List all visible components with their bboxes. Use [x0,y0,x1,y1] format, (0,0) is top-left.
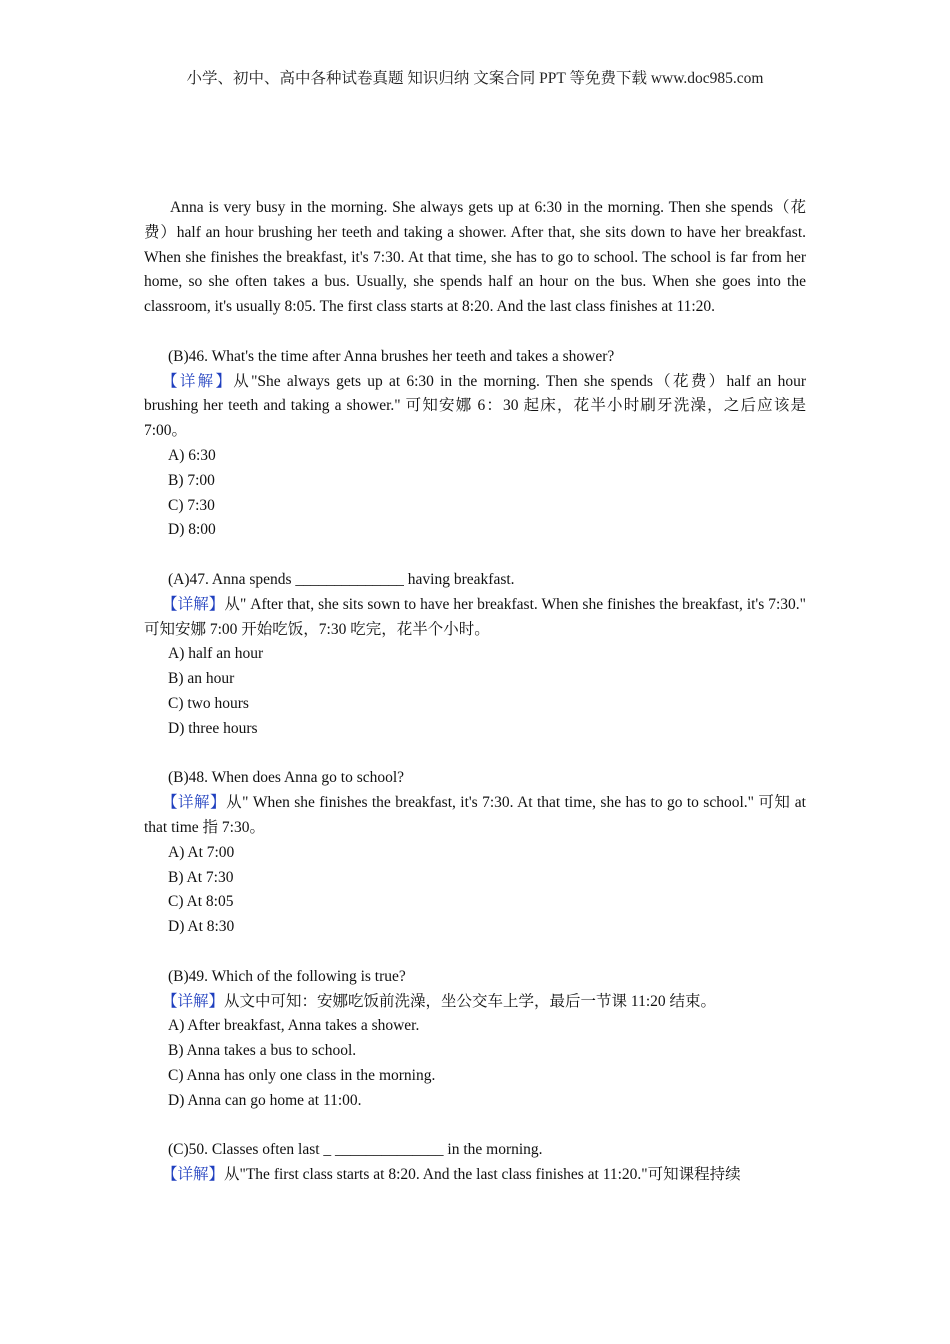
detail-tag: 【详解】 [162,1166,225,1184]
question-stem: (C)50. Classes often last _ ______________ in the morning. [168,1141,543,1159]
option: D) three hours [168,719,258,737]
question-detail [144,990,806,1015]
option: A) 6:30 [168,446,216,464]
option: B) 7:00 [168,471,215,489]
detail-tag: 【详解】 [162,794,227,812]
option: A) At 7:00 [168,843,235,861]
option: B) At 7:30 [168,868,234,886]
option: A) After breakfast, Anna takes a shower. [168,1017,420,1035]
option: C) two hours [168,694,249,712]
option: D) Anna can go home at 11:00. [168,1091,362,1109]
detail-text: 从" After that, she sits sown to have her breakfast. When she finishes the breakfast, it's 7:30." 可知安娜 7:00 开始吃饭，7:30 吃完，花半个小时。 [144,595,806,638]
detail-text: 从文中可知：安娜吃饭前洗澡，坐公交车上学，最后一节课 11:20 结束。 [224,992,716,1010]
option: B) Anna takes a bus to school. [168,1042,357,1060]
detail-text: 从"She always gets up at 6:30 in the morning. Then she spends（花费）half an hour brushing her teeth and taking a shower." 可知安娜 6：30 起床，花半小时刷牙洗澡，之后应该是 7:00。 [144,372,806,440]
question-detail [144,593,806,643]
question-stem: (B)46. What's the time after Anna brushes her teeth and takes a shower? [168,347,615,365]
detail-text: 从"The first class starts at 8:20. And the last class finishes at 11:20."可知课程持续 [224,1166,741,1184]
option: B) an hour [168,670,235,688]
option: C) Anna has only one class in the morning. [168,1066,436,1084]
detail-tag: 【详解】 [162,372,234,390]
page-header: 小学、初中、高中各种试卷真题 知识归纳 文案合同 PPT 等免费下载 www.doc985.com [186,70,764,87]
question-stem: (B)49. Which of the following is true? [168,967,406,985]
option: D) 8:00 [168,521,216,539]
document-body [144,196,806,1188]
question-detail [144,1163,806,1188]
detail-text: 从" When she finishes the breakfast, it's 7:30. At that time, she has to go to school." 可知 at that time 指 7:30。 [144,794,806,836]
option: C) At 8:05 [168,893,234,911]
reading-passage: Anna is very busy in the morning. She always gets up at 6:30 in the morning. Then she spends（花费）half an hour brushing her teeth and taking a shower. After that, she sits down to have her breakfast. When she finishes the breakfast, it's 7:30. At that time, she has to go to school. The school is far from her home, so she often takes a bus. Usually, she spends half an hour on the bus. When she goes into the classroom, it's usually 8:05. The first class starts at 8:20. And the last class finishes at 11:20. [144,199,806,316]
option: C) 7:30 [168,496,215,514]
option: A) half an hour [168,645,264,663]
detail-tag: 【详解】 [162,595,225,613]
detail-tag: 【详解】 [162,992,225,1010]
question-stem: (A)47. Anna spends ______________ having breakfast. [168,570,515,588]
option: D) At 8:30 [168,918,235,936]
question-detail [144,791,806,841]
question-detail [144,370,806,444]
question-stem: (B)48. When does Anna go to school? [168,769,405,787]
